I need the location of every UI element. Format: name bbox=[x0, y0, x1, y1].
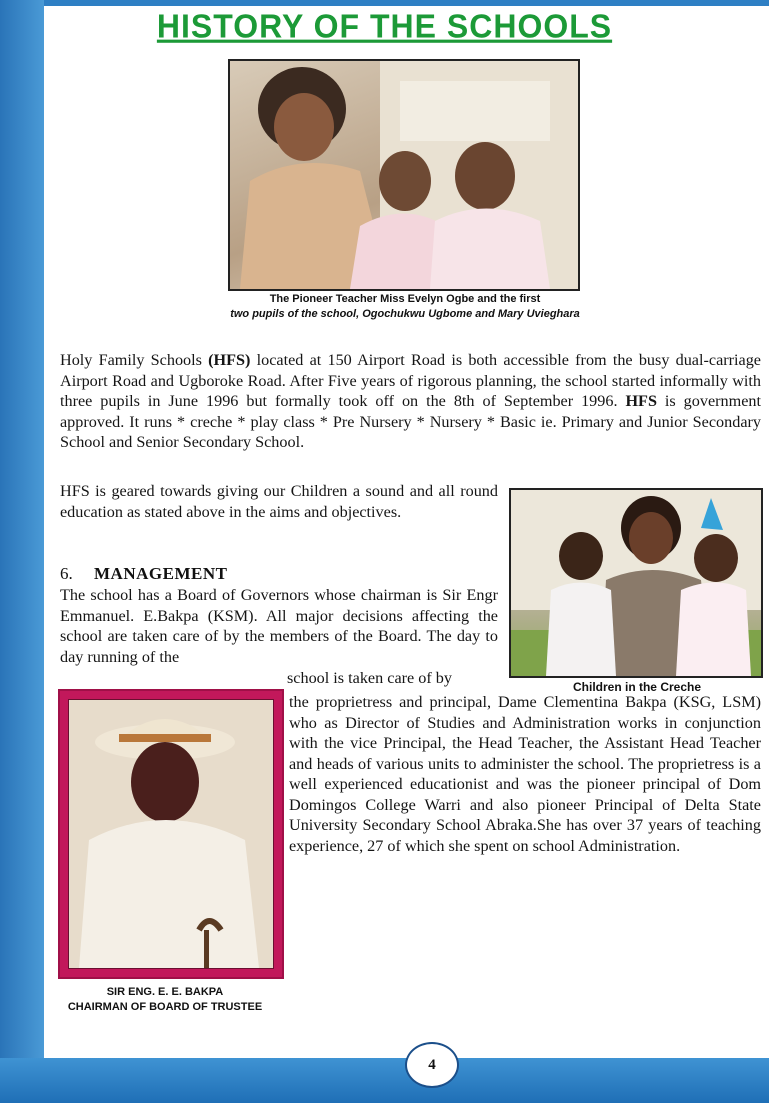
page-border-bottom bbox=[0, 1058, 769, 1103]
intro-paragraph bbox=[60, 350, 761, 453]
management-paragraph-c: the proprietress and principal, Dame Clementina Bakpa (KSG, LSM) who as Director of Studies and Administration works in conjunction with the vice Principal, the Head Teacher, the Assistant Head Teacher and heads of various units to administer the school. The proprietress is a well experienced educationist and was the pioneer principal of Dom Domingos College Warri and also pioneer Principal of Delta State University Secondary School Abraka.She has over 37 years of teaching experience, 27 of which she spent on school Administration. bbox=[289, 693, 761, 855]
chairman-photo bbox=[58, 689, 284, 979]
management-heading bbox=[60, 564, 227, 584]
page-border-left bbox=[0, 0, 44, 1058]
management-paragraph-b: school is taken care of by bbox=[287, 669, 452, 687]
chairman-caption-line2: CHAIRMAN OF BOARD OF TRUSTEE bbox=[67, 1001, 263, 1013]
page-title: HISTORY OF THE SCHOOLS bbox=[156, 7, 613, 45]
pioneer-caption-line2: two pupils of the school, Ogochukwu Ugbome and Mary Uvieghara bbox=[230, 308, 580, 320]
intro-text-c: is government approved. It runs * creche * play class * Pre Nursery * Nursery * Basic ie. Primary and Junior Secondary School and Senior Secondary School. bbox=[60, 392, 761, 451]
creche-photo bbox=[509, 488, 763, 678]
intro-text-b: located at 150 Airport Road is both accessible from the busy dual-carriage Airport Road and Ugboroke Road. After Five years of rigorous planning, the school started informally with three pupils in June 1996 but formally took off on the 8th of September 1996. bbox=[60, 351, 761, 410]
chairman-caption-line1: SIR ENG. E. E. BAKPA bbox=[106, 986, 224, 998]
section-number: 6. bbox=[60, 564, 73, 583]
section-title: MANAGEMENT bbox=[94, 564, 228, 583]
hfs-abbrev-2: HFS bbox=[625, 392, 657, 410]
intro-text-a: Holy Family Schools bbox=[60, 351, 209, 369]
page-number: 4 bbox=[405, 1042, 459, 1088]
hfs-abbrev: (HFS) bbox=[208, 351, 251, 369]
creche-caption: Children in the Creche bbox=[572, 680, 702, 694]
aims-paragraph: HFS is geared towards giving our Children a sound and all round education as stated above in the aims and objectives. bbox=[60, 482, 498, 521]
pioneer-caption-line1: The Pioneer Teacher Miss Evelyn Ogbe and the first bbox=[269, 293, 541, 305]
pioneer-teacher-photo bbox=[228, 59, 580, 291]
management-paragraph-a: The school has a Board of Governors whose chairman is Sir Engr Emmanuel. E.Bakpa (KSM). All major decisions affecting the school are taken care of by the members of the Board. The day to day running of the bbox=[60, 586, 498, 666]
